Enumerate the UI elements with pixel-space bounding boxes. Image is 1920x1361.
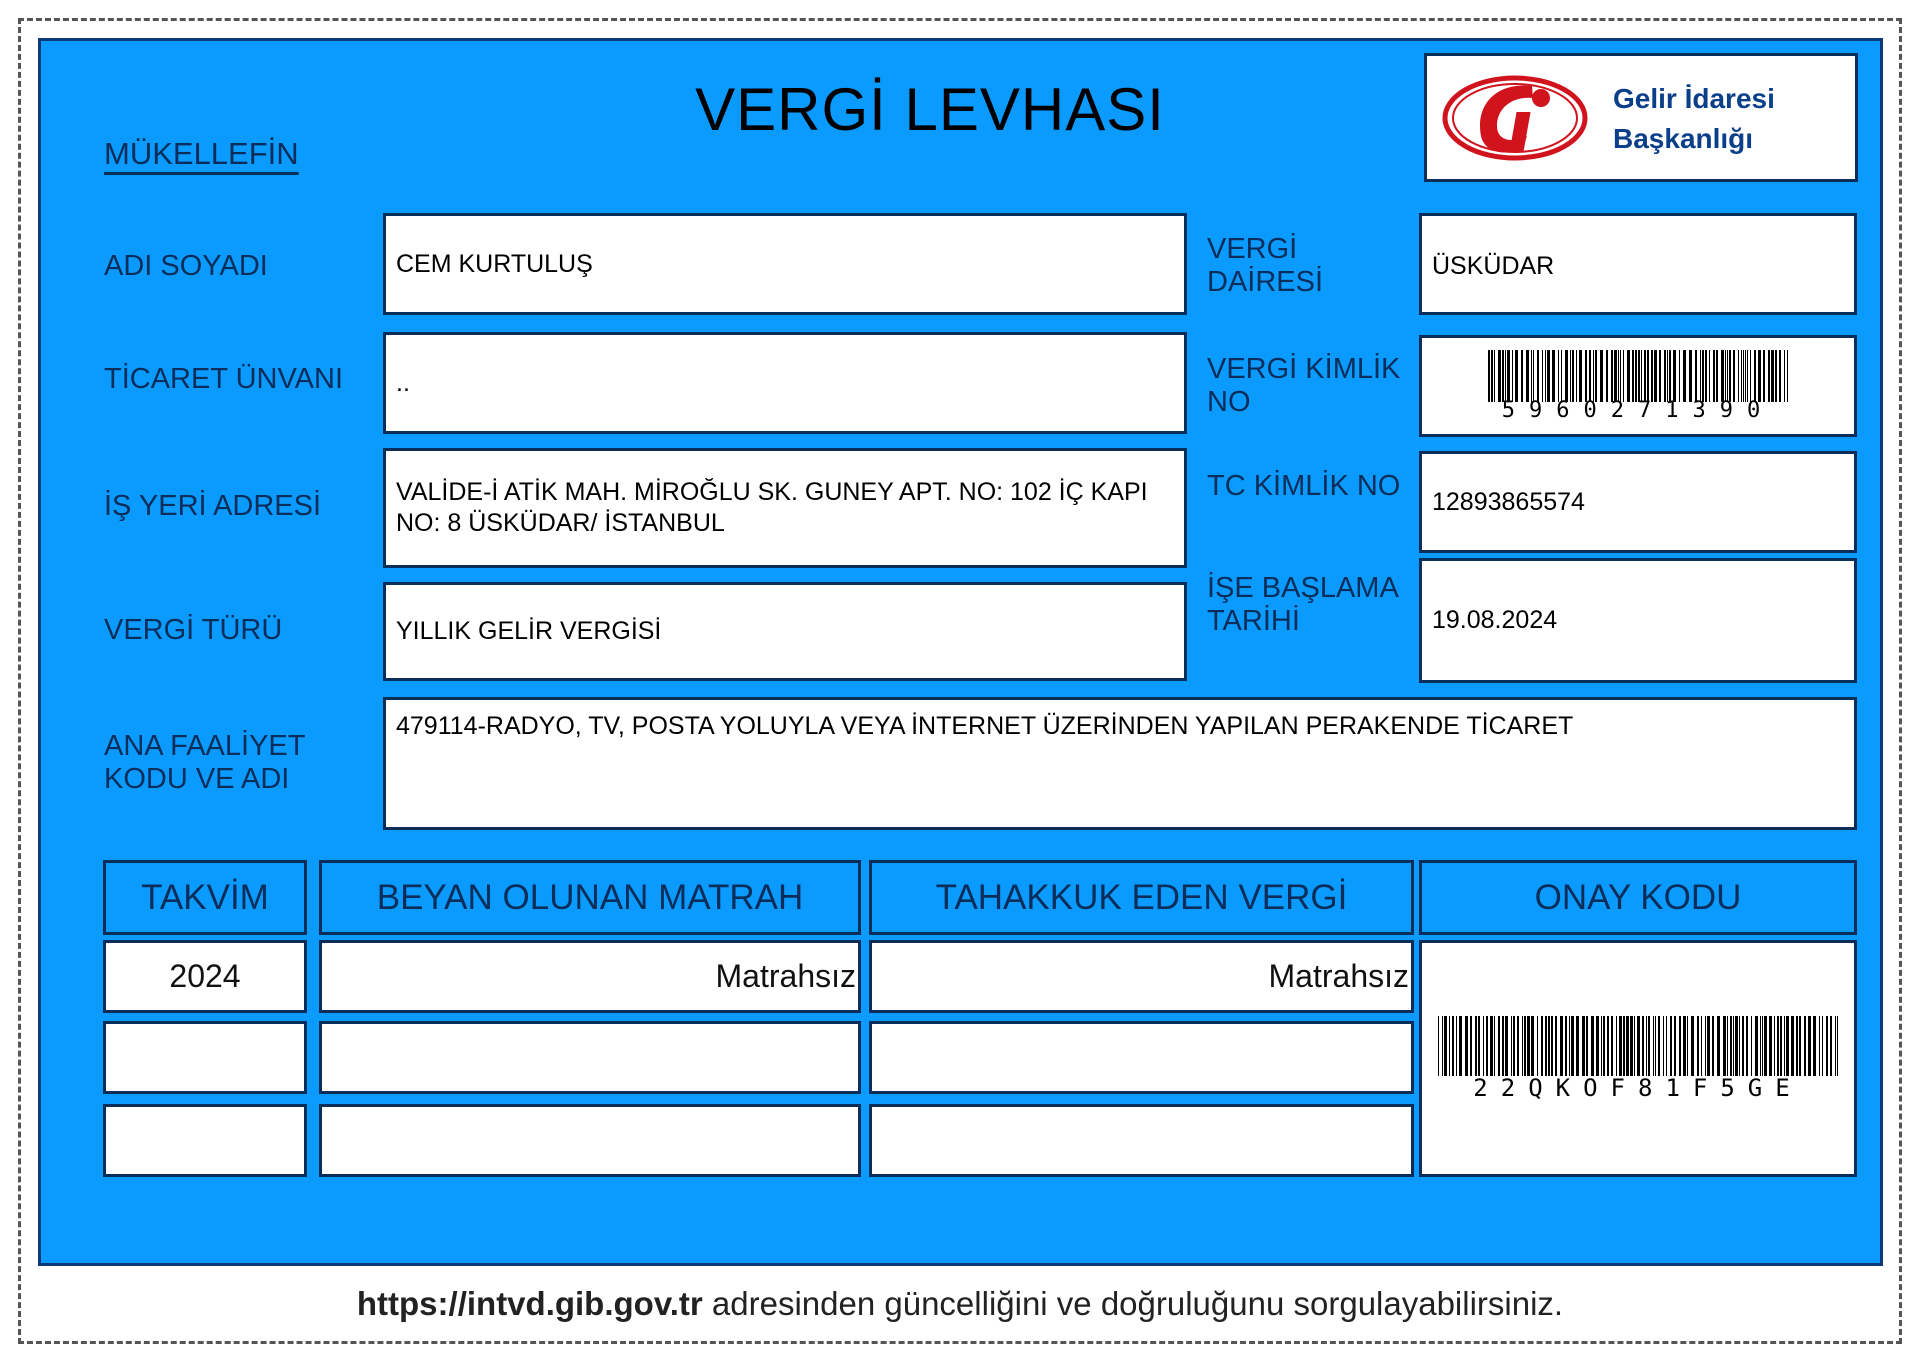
gib-logo (1424, 53, 1858, 182)
value-adi-soyadi: CEM KURTULUŞ (383, 213, 1187, 315)
vkn-barcode-text: 5960271390 (1501, 397, 1775, 423)
header-tahakkuk-eden-vergi: TAHAKKUK EDEN VERGİ (869, 860, 1414, 935)
table-cell-takvim: 2024 (103, 940, 307, 1013)
label-tc-kimlik-no: TC KİMLİK NO (1207, 470, 1401, 502)
label-vergi-kimlik-no: VERGİ KİMLİK NO (1207, 353, 1401, 418)
value-ticaret-unvani: .. (383, 332, 1187, 434)
header-beyan-olunan-matrah: BEYAN OLUNAN MATRAH (319, 860, 861, 935)
vkn-barcode (1488, 350, 1788, 402)
table-cell-takvim (103, 1104, 307, 1177)
gib-logo-icon (1437, 64, 1597, 172)
table-cell-vergi (869, 1104, 1414, 1177)
section-heading: MÜKELLEFİN (104, 136, 299, 171)
table-cell-matrah (319, 1021, 861, 1094)
footer-note (0, 1285, 1920, 1323)
value-vergi-dairesi: ÜSKÜDAR (1419, 213, 1857, 315)
table-cell-takvim (103, 1021, 307, 1094)
value-vergi-kimlik-no (1419, 335, 1857, 437)
footer-link[interactable]: https://intvd.gib.gov.tr (356, 1285, 703, 1322)
table-cell-vergi (869, 1021, 1414, 1094)
header-onay-kodu: ONAY KODU (1419, 860, 1857, 935)
value-vergi-turu: YILLIK GELİR VERGİSİ (383, 582, 1187, 681)
value-is-yeri-adresi: VALİDE-İ ATİK MAH. MİROĞLU SK. GUNEY APT. NO: 102 İÇ KAPI NO: 8 ÜSKÜDAR/ İSTANBUL (383, 448, 1187, 568)
onay-kodu-cell (1419, 940, 1857, 1177)
value-tc-kimlik-no: 12893865574 (1419, 451, 1857, 553)
label-ticaret-unvani: TİCARET ÜNVANI (104, 363, 344, 395)
table-cell-matrah: Matrahsız (319, 940, 861, 1013)
label-ise-baslama: İŞE BAŞLAMA TARİHİ (1207, 572, 1398, 637)
label-adi-soyadi: ADI SOYADI (104, 250, 268, 282)
value-ise-baslama: 19.08.2024 (1419, 558, 1857, 683)
table-cell-matrah (319, 1104, 861, 1177)
header-takvim: TAKVİM (103, 860, 307, 935)
footer-text: adresinden güncelliğini ve doğruluğunu sorgulayabilirsiniz. (702, 1285, 1564, 1322)
document-title: VERGİ LEVHASI (695, 76, 1165, 143)
logo-line-1: Gelir İdaresi (1613, 83, 1775, 114)
label-ana-faaliyet: ANA FAALİYET KODU VE ADI (104, 730, 305, 795)
label-vergi-dairesi: VERGİ DAİRESİ (1207, 233, 1324, 298)
table-cell-vergi: Matrahsız (869, 940, 1414, 1013)
logo-line-2: Başkanlığı (1613, 123, 1754, 154)
onay-kodu-barcode (1438, 1016, 1838, 1076)
label-vergi-turu: VERGİ TÜRÜ (104, 614, 283, 646)
value-ana-faaliyet: 479114-RADYO, TV, POSTA YOLUYLA VEYA İNTERNET ÜZERİNDEN YAPILAN PERAKENDE TİCARET (383, 697, 1857, 830)
onay-kodu-text: 22QKOF81F5GE (1473, 1073, 1803, 1102)
label-is-yeri-adresi: İŞ YERİ ADRESİ (104, 490, 322, 522)
